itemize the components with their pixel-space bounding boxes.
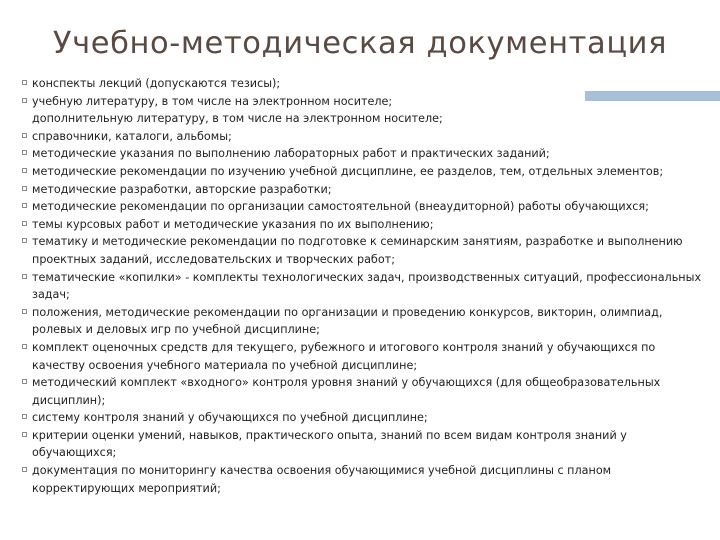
square-bullet-icon: [22, 203, 27, 208]
list-item-text: критерии оценки умений, навыков, практического опыта, знаний по всем видам контроля знаний у обучающихся;: [32, 428, 627, 460]
document-list: [22, 75, 702, 497]
square-bullet-icon: [22, 274, 27, 279]
list-item: [22, 462, 702, 497]
list-item: [22, 75, 702, 93]
list-item: [22, 233, 702, 268]
square-bullet-icon: [22, 150, 27, 155]
square-bullet-icon: [22, 467, 27, 472]
list-item: [22, 304, 702, 339]
list-item-text: систему контроля знаний у обучающихся по учебной дисциплине;: [32, 411, 428, 425]
square-bullet-icon: [22, 80, 27, 85]
square-bullet-icon: [22, 98, 27, 103]
list-item: [22, 427, 702, 462]
list-item-text: документация по мониторингу качества освоения обучающимися учебной дисциплины с планом корректирующих мероприятий;: [32, 464, 612, 495]
slide-title: Учебно-методическая документация: [52, 26, 668, 61]
list-item-text: тематику и методические рекомендации по подготовке к семинарским занятиям, разработке и выполнению проектных заданий, исследовательских и творческих работ;: [32, 235, 683, 266]
list-item-text: конспекты лекций (допускаются тезисы);: [32, 77, 281, 90]
list-item-text: дополнительную литературу, в том числе на электронном носителе;: [32, 112, 443, 126]
list-item-text: методический комплект «входного» контроля уровня знаний у обучающихся (для общеобразовательных дисциплин);: [32, 376, 661, 407]
square-bullet-icon: [22, 168, 27, 173]
square-bullet-icon: [22, 221, 27, 226]
list-item-text: методические рекомендации по изучению учебной дисциплине, ее разделов, тем, отдельных элементов;: [32, 164, 664, 178]
list-item-continuation: [22, 110, 702, 128]
list-item: [22, 269, 702, 304]
list-item-text: методические рекомендации по организации самостоятельной (внеаудиторной) работы обучающихся;: [32, 200, 649, 214]
list-item: [22, 163, 702, 181]
list-item: [22, 374, 702, 409]
square-bullet-icon: [22, 133, 27, 138]
list-item: [22, 93, 702, 111]
list-item: [22, 339, 702, 374]
square-bullet-icon: [22, 238, 27, 243]
square-bullet-icon: [22, 186, 27, 191]
list-item: [22, 128, 702, 146]
list-item: [22, 181, 702, 199]
list-item-text: учебную литературу, в том числе на электронном носителе;: [32, 94, 393, 108]
list-item-text: темы курсовых работ и методические указания по их выполнению;: [32, 217, 434, 231]
list-item: [22, 198, 702, 216]
list-item-text: тематические «копилки» - комплекты технологических задач, производственных ситуаций, профессиональных задач;: [32, 270, 702, 302]
list-item: [22, 216, 702, 234]
square-bullet-icon: [22, 309, 27, 314]
list-item-text: методические разработки, авторские разработки;: [32, 182, 332, 196]
square-bullet-icon: [22, 344, 27, 349]
list-item-text: методические указания по выполнению лабораторных работ и практических заданий;: [32, 147, 550, 161]
list-item-text: комплект оценочных средств для текущего, рубежного и итогового контроля знаний у обучающихся по качеству освоения учебного материала по учебной дисциплине;: [32, 340, 656, 372]
square-bullet-icon: [22, 414, 27, 419]
list-item-text: положения, методические рекомендации по организации и проведению конкурсов, викторин, олимпиад, ролевых и деловых игр по учебной дисциплине;: [32, 305, 663, 337]
square-bullet-icon: [22, 379, 27, 384]
square-bullet-icon: [22, 432, 27, 437]
list-item: [22, 409, 702, 427]
list-item: [22, 145, 702, 163]
list-item-text: справочники, каталоги, альбомы;: [32, 129, 232, 143]
